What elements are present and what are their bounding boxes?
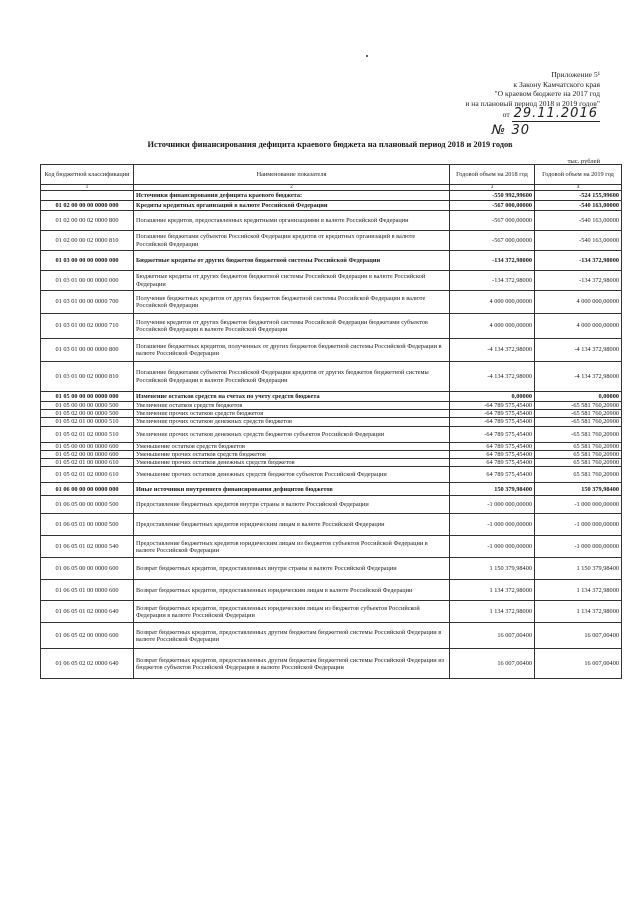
column-header-name: Наименование показателя [134,165,450,185]
name-cell: Погашение бюджетами субъектов Российской Федерации кредитов от других бюджетов бюджетной системы Российской Федерации в валюте Российской Федерации [134,362,450,392]
code-cell: 01 06 05 02 02 0000 640 [41,649,134,679]
appendix-line-3: "О краевом бюджете на 2017 год [494,89,600,99]
code-cell: 01 05 02 01 00 0000 510 [41,418,134,426]
code-cell: 01 03 01 00 02 0000 710 [41,314,134,339]
index-cell: 4 [535,185,622,191]
column-header-2019: Годовой объем на 2019 год [535,165,622,185]
value-2018-cell: -567 000,00000 [450,211,535,231]
table-row [41,314,622,339]
table-row [41,483,622,496]
name-cell: Уменьшение остатков средств бюджетов [134,442,450,450]
budget-table [40,164,622,679]
value-2018-cell: -64 789 575,45400 [450,426,535,442]
appendix-line-1: Приложение 5¹ [551,70,600,79]
appendix-line-4: и на плановый период 2018 и 2019 годов" [465,98,600,108]
value-2019-cell: -524 155,99600 [535,191,622,201]
value-2019-cell: -4 134 372,98000 [535,362,622,392]
name-cell: Уменьшение прочих остатков денежных средств бюджетов субъектов Российской Федерации [134,467,450,483]
table-row [41,459,622,467]
code-cell: 01 06 05 01 02 0000 640 [41,601,134,623]
value-2019-cell: -1 000 000,00000 [535,514,622,536]
value-2019-cell: 16 007,00400 [535,649,622,679]
index-cell: 3 [450,185,535,191]
page-title: Источники финансирования дефицита краевого бюджета на плановый период 2018 и 2019 годов [147,140,513,149]
table-row [41,601,622,623]
value-2018-cell: -1 000 000,00000 [450,514,535,536]
value-2018-cell: 64 789 575,45400 [450,450,535,458]
value-2019-cell: 65 581 760,20900 [535,442,622,450]
table-row [41,558,622,580]
appendix-header [300,70,600,139]
value-2018-cell: 64 789 575,45400 [450,467,535,483]
name-cell: Возврат бюджетных кредитов, предоставленных юридическим лицам в валюте Российской Федерации [134,580,450,601]
code-cell: 01 05 02 01 00 0000 610 [41,459,134,467]
value-2019-cell: 1 134 372,98000 [535,580,622,601]
value-2019-cell: -134 372,98000 [535,271,622,291]
code-cell: 01 03 01 00 00 0000 000 [41,271,134,291]
table-row [41,392,622,402]
table-body [41,191,622,679]
column-header-2018: Годовой объем на 2018 год [450,165,535,185]
value-2019-cell: -1 000 000,00000 [535,536,622,558]
name-cell: Иные источники внутреннего финансирования дефицитов бюджетов [134,483,450,496]
table-row [41,467,622,483]
value-2018-cell: -550 992,99600 [450,191,535,201]
name-cell: Предоставление бюджетных кредитов внутри страны в валюте Российской Федерации [134,496,450,514]
value-2018-cell: 64 789 575,45400 [450,442,535,450]
code-cell: 01 05 02 00 00 0000 500 [41,410,134,418]
name-cell: Уменьшение прочих остатков денежных средств бюджетов [134,459,450,467]
code-cell: 01 06 05 01 00 0000 500 [41,514,134,536]
table-row [41,291,622,314]
table-row [41,450,622,458]
name-cell: Увеличение остатков средств бюджетов [134,402,450,410]
name-cell: Кредиты кредитных организаций в валюте Российской Федерации [134,201,450,211]
name-cell: Источники финансирования дефицита краевого бюджета: [134,191,450,201]
table-row [41,211,622,231]
scan-dot [366,55,368,57]
value-2019-cell: -1 000 000,00000 [535,496,622,514]
index-cell: 1 [41,185,134,191]
value-2018-cell: -134 372,98000 [450,271,535,291]
value-2019-cell: -65 581 760,20900 [535,418,622,426]
table-row [41,191,622,201]
table-row [41,496,622,514]
value-2018-cell: -4 134 372,98000 [450,339,535,362]
value-2018-cell: -134 372,98000 [450,251,535,271]
value-2019-cell: 150 379,98400 [535,483,622,496]
name-cell: Увеличение прочих остатков денежных средств бюджетов субъектов Российской Федерации [134,426,450,442]
value-2019-cell: -65 581 760,20900 [535,426,622,442]
table-row [41,418,622,426]
name-cell: Увеличение прочих остатков денежных средств бюджетов [134,418,450,426]
name-cell: Бюджетные кредиты от других бюджетов бюджетной системы Российской Федерации [134,251,450,271]
value-2018-cell: -4 134 372,98000 [450,362,535,392]
table-row [41,402,622,410]
value-2019-cell: 1 150 379,98400 [535,558,622,580]
table-row [41,339,622,362]
value-2018-cell: 4 000 000,00000 [450,291,535,314]
code-cell: 01 06 05 01 02 0000 540 [41,536,134,558]
name-cell: Увеличение прочих остатков средств бюджетов [134,410,450,418]
code-cell: 01 06 05 00 00 0000 500 [41,496,134,514]
code-cell: 01 06 05 01 00 0000 600 [41,580,134,601]
value-2018-cell: 16 007,00400 [450,649,535,679]
value-2019-cell: 1 134 372,98000 [535,601,622,623]
value-2018-cell: 64 789 575,45400 [450,459,535,467]
value-2018-cell: 4 000 000,00000 [450,314,535,339]
value-2018-cell: -567 000,00000 [450,201,535,211]
name-cell: Уменьшение прочих остатков средств бюджетов [134,450,450,458]
value-2019-cell: -134 372,98000 [535,251,622,271]
code-cell: 01 02 00 00 02 0000 800 [41,211,134,231]
table-row [41,251,622,271]
name-cell: Предоставление бюджетных кредитов юридическим лицам в валюте Российской Федерации [134,514,450,536]
value-2018-cell: -567 000,00000 [450,231,535,251]
table-row [41,649,622,679]
value-2019-cell: 16 007,00400 [535,623,622,649]
value-2018-cell: -64 789 575,45400 [450,418,535,426]
value-2019-cell: -540 163,00000 [535,231,622,251]
name-cell: Предоставление бюджетных кредитов юридическим лицам из бюджетов субъектов Российской Федерации в валюте Российской Федерации [134,536,450,558]
code-cell: 01 02 00 00 02 0000 810 [41,231,134,251]
code-cell: 01 05 02 01 02 0000 610 [41,467,134,483]
code-cell: 01 03 01 00 02 0000 810 [41,362,134,392]
code-cell: 01 05 02 01 02 0000 510 [41,426,134,442]
name-cell: Изменение остатков средств на счетах по учету средств бюджета [134,392,450,402]
code-cell: 01 06 05 02 00 0000 600 [41,623,134,649]
value-2019-cell: -4 134 372,98000 [535,339,622,362]
code-cell: 01 06 05 00 00 0000 600 [41,558,134,580]
value-2019-cell: -65 581 760,20900 [535,402,622,410]
name-cell: Получение бюджетных кредитов от других бюджетов бюджетной системы Российской Федерации в валюте Российской Федерации [134,291,450,314]
code-cell: 01 05 00 00 00 0000 600 [41,442,134,450]
name-cell: Возврат бюджетных кредитов, предоставленных юридическим лицам из бюджетов субъектов Российской Федерации в валюте Российской Федерации [134,601,450,623]
table-row [41,426,622,442]
appendix-date-line [300,108,600,122]
name-cell: Возврат бюджетных кредитов, предоставленных другим бюджетам бюджетной системы Российской Федерации из бюджетов субъектов Российской Федерации в валюте Российской Федерации [134,649,450,679]
table-row [41,623,622,649]
table-row [41,442,622,450]
name-cell: Погашение кредитов, предоставленных кредитными организациями в валюте Российской Федерации [134,211,450,231]
name-cell: Получение кредитов от других бюджетов бюджетной системы Российской Федерации бюджетами субъектов Российской Федерации в валюте Российской Федерации [134,314,450,339]
code-cell: 01 02 00 00 00 0000 000 [41,201,134,211]
code-cell: 01 05 00 00 00 0000 500 [41,402,134,410]
value-2018-cell: 1 150 379,98400 [450,558,535,580]
value-2018-cell: 150 379,98400 [450,483,535,496]
value-2018-cell: -64 789 575,45400 [450,410,535,418]
table-row [41,271,622,291]
code-cell: 01 05 00 00 00 0000 000 [41,392,134,402]
table-row [41,410,622,418]
column-header-code: Код бюджетной классификации [41,165,134,185]
table-row [41,201,622,211]
name-cell: Погашение бюджетами субъектов Российской Федерации кредитов от кредитных организаций в валюте Российской Федерации [134,231,450,251]
table-row [41,231,622,251]
name-cell: Возврат бюджетных кредитов, предоставленных другим бюджетам бюджетной системы Российской Федерации в валюте Российской Федерации [134,623,450,649]
date-prefix: от [502,110,510,120]
table-row [41,362,622,392]
units-label: тыс. рублей [567,158,600,165]
code-cell: 01 03 01 00 00 0000 700 [41,291,134,314]
value-2018-cell: 1 134 372,98000 [450,601,535,623]
index-cell: 2 [134,185,450,191]
value-2019-cell: -540 163,00000 [535,211,622,231]
value-2019-cell: 65 581 760,20900 [535,459,622,467]
table-header-row [41,165,622,185]
value-2019-cell: 65 581 760,20900 [535,450,622,458]
value-2019-cell: -540 163,00000 [535,201,622,211]
name-cell: Бюджетные кредиты от других бюджетов бюджетной системы Российской Федерации в валюте Российской Федерации [134,271,450,291]
code-cell: 01 03 00 00 00 0000 000 [41,251,134,271]
table-row [41,514,622,536]
name-cell: Погашение бюджетных кредитов, полученных от других бюджетов бюджетной системы Российской Федерации в валюте Российской Федерации [134,339,450,362]
value-2018-cell: 1 134 372,98000 [450,580,535,601]
value-2018-cell: -64 789 575,45400 [450,402,535,410]
handwritten-number: № 30 [491,123,530,139]
table-row [41,580,622,601]
value-2018-cell: 0,00000 [450,392,535,402]
value-2019-cell: -65 581 760,20900 [535,410,622,418]
code-cell: 01 06 00 00 00 0000 000 [41,483,134,496]
value-2019-cell: 4 000 000,00000 [535,291,622,314]
value-2019-cell: 4 000 000,00000 [535,314,622,339]
code-cell [41,191,134,201]
value-2018-cell: -1 000 000,00000 [450,536,535,558]
handwritten-date: 29.11.2016 [513,106,598,122]
appendix-line-2: к Закону Камчатского края [513,79,600,89]
value-2019-cell: 65 581 760,20900 [535,467,622,483]
code-cell: 01 03 01 00 00 0000 800 [41,339,134,362]
table-row [41,536,622,558]
code-cell: 01 05 02 00 00 0000 600 [41,450,134,458]
name-cell: Возврат бюджетных кредитов, предоставленных внутри страны в валюте Российской Федерации [134,558,450,580]
value-2019-cell: 0,00000 [535,392,622,402]
value-2018-cell: -1 000 000,00000 [450,496,535,514]
value-2018-cell: 16 007,00400 [450,623,535,649]
